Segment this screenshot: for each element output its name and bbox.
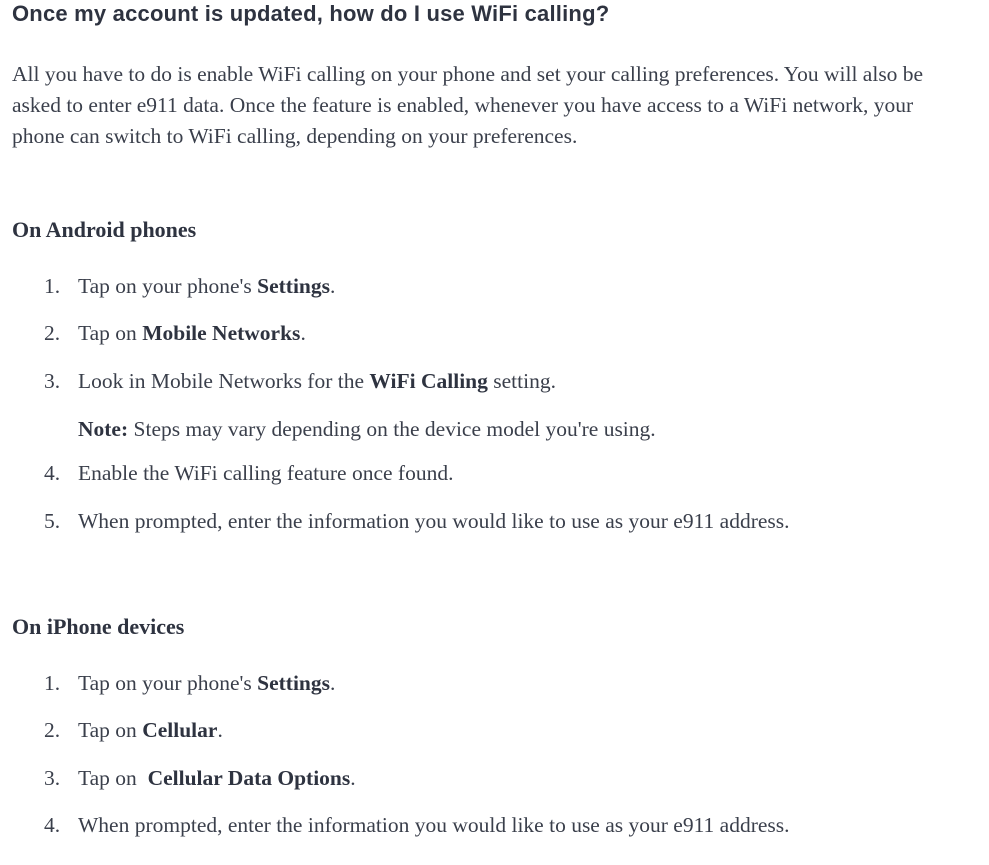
- step-text: Tap on your phone's Settings.: [78, 671, 336, 695]
- faq-question-title: Once my account is updated, how do I use WiFi calling?: [12, 1, 610, 26]
- step-number: 2.: [44, 718, 61, 742]
- step-number: 4.: [44, 813, 61, 837]
- step-keyword: Settings: [257, 274, 330, 298]
- note-label: Note:: [78, 417, 129, 441]
- step-keyword: Cellular Data Options: [147, 766, 351, 790]
- step-text: Tap on Cellular.: [78, 718, 223, 742]
- step-number: 1.: [44, 274, 61, 298]
- step-text: When prompted, enter the information you would like to use as your e911 address.: [78, 509, 790, 533]
- step-text: Look in Mobile Networks for the WiFi Calling setting.: [78, 369, 556, 393]
- step-number: 3.: [44, 766, 61, 790]
- note-text: Steps may vary depending on the device model you're using.: [128, 417, 656, 441]
- step-keyword: Cellular: [142, 718, 218, 742]
- step-text: Tap on Cellular Data Options.: [78, 766, 356, 790]
- android-section-heading: On Android phones: [12, 217, 197, 242]
- step-text: Enable the WiFi calling feature once found.: [78, 461, 454, 485]
- device-note: [78, 417, 656, 442]
- step-number: 4.: [44, 461, 61, 485]
- step-text: Tap on Mobile Networks.: [78, 321, 306, 345]
- step-text: Tap on your phone's Settings.: [78, 274, 336, 298]
- step-number: 2.: [44, 321, 61, 345]
- step-number: 3.: [44, 369, 61, 393]
- iphone-section-heading: On iPhone devices: [12, 614, 185, 639]
- step-number: 1.: [44, 671, 61, 695]
- step-keyword: WiFi Calling: [369, 369, 488, 393]
- step-keyword: Settings: [257, 671, 330, 695]
- step-text: When prompted, enter the information you would like to use as your e911 address.: [78, 813, 790, 837]
- intro-paragraph: All you have to do is enable WiFi calling on your phone and set your calling preferences. You will also be asked to enter e911 data. Once the feature is enabled, whenever you have access to a WiFi network, your phone can switch to WiFi calling, depending on your preferences.: [12, 62, 924, 148]
- step-keyword: Mobile Networks: [142, 321, 301, 345]
- step-number: 5.: [44, 509, 61, 533]
